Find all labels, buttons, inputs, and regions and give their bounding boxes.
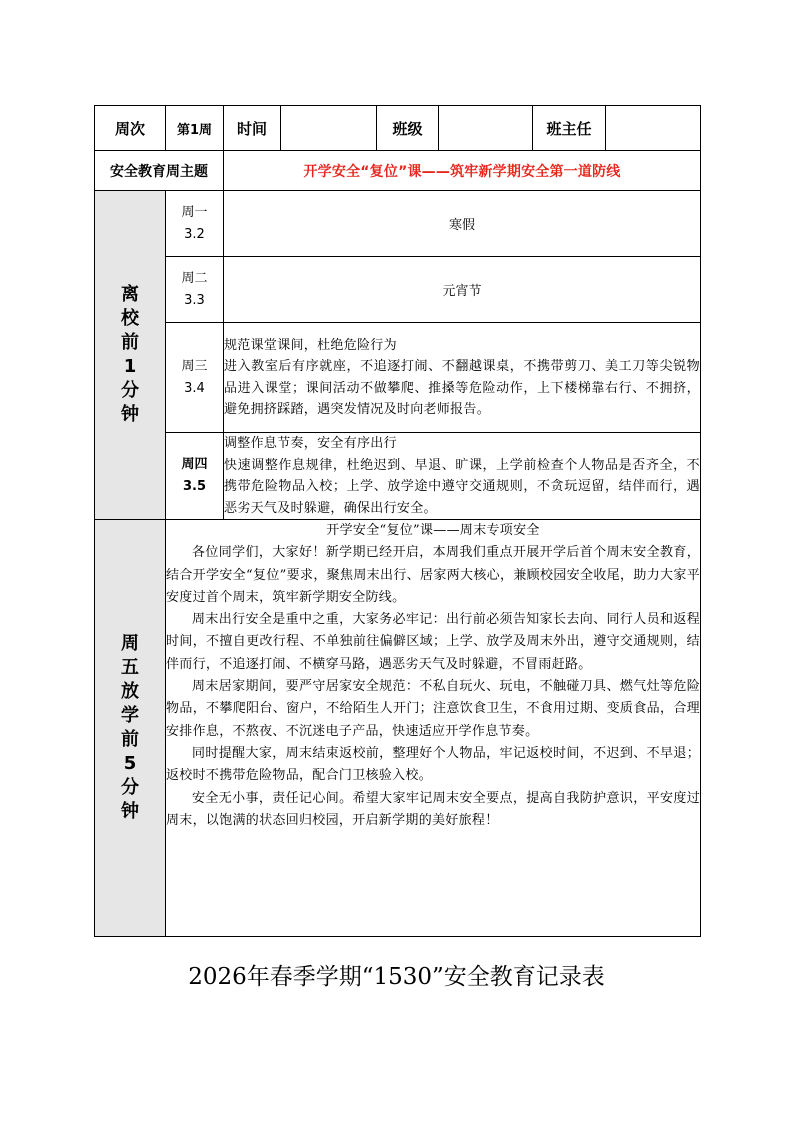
section1-title-char: 前	[121, 332, 139, 353]
theme-row	[95, 151, 701, 191]
day-row-wednesday	[95, 323, 701, 433]
speech-paragraph: 各位同学们，大家好！新学期已经开启，本周我们重点开展开学后首个周末安全教育，结合开学安全“复位”要求，聚焦周末出行、居家两大核心，兼顾校园安全收尾，助力大家平安度过首个周末，筑牢新学期安全防线。	[166, 545, 700, 605]
teacher-label: 班主任	[533, 106, 606, 151]
day-cell-thursday	[166, 433, 224, 520]
day-row-monday	[95, 191, 701, 257]
friday-speech-row	[95, 520, 701, 937]
day-row-tuesday	[95, 257, 701, 323]
day-date: 3.4	[184, 380, 205, 396]
plan-body: 快速调整作息规律，杜绝迟到、早退、旷课，上学前检查个人物品是否齐全，不携带危险物品入校；上学、放学途中遵守交通规则，不贪玩逗留，结伴而行，遇恶劣天气及时躲避，确保出行安全。	[224, 457, 700, 516]
time-label: 时间	[224, 106, 281, 151]
theme-label: 安全教育周主题	[95, 151, 224, 191]
section2-title-char: 放	[121, 681, 139, 702]
time-value	[281, 106, 377, 151]
class-label: 班级	[377, 106, 439, 151]
theme-text: 开学安全“复位”课——筑牢新学期安全第一道防线	[224, 151, 701, 191]
class-value	[439, 106, 533, 151]
section2-title-char: 五	[121, 657, 139, 678]
section-leave-school-title	[95, 191, 166, 520]
section2-title-char: 5	[123, 753, 137, 774]
week-value: 第1周	[166, 106, 224, 151]
day-content-wednesday	[224, 323, 701, 433]
plan-heading: 规范课堂课间，杜绝危险行为	[224, 337, 397, 353]
day-cell-wednesday	[166, 323, 224, 433]
speech-paragraph: 周末居家期间，要严守居家安全规范：不私自玩火、玩电，不触碰刀具、燃气灶等危险物品，不攀爬阳台、窗户，不给陌生人开门；注意饮食卫生，不食用过期、变质食品，合理安排作息，不熬夜、不沉迷电子产品，快速适应开学作息节奏。	[166, 679, 700, 739]
section1-title-char: 钟	[121, 404, 139, 425]
day-date: 3.2	[184, 226, 205, 242]
section2-title-char: 周	[121, 633, 139, 654]
day-name: 周二	[181, 270, 208, 286]
section2-title-char: 学	[121, 705, 139, 726]
section2-title-char: 前	[121, 729, 139, 750]
teacher-value	[606, 106, 701, 151]
day-content-monday: 寒假	[224, 191, 701, 257]
day-cell-tuesday	[166, 257, 224, 323]
section1-title-char: 离	[121, 284, 139, 305]
section2-title-char: 分	[121, 777, 139, 798]
section-friday-title	[95, 520, 166, 937]
day-date: 3.5	[182, 479, 207, 494]
plan-heading: 调整作息节奏，安全有序出行	[224, 436, 397, 451]
day-name: 周四	[181, 457, 208, 472]
speech-paragraph: 周末出行安全是重中之重，大家务必牢记：出行前必须告知家长去向、同行人员和返程时间，不擅自更改行程、不单独前往偏僻区域；上学、放学及周末外出，遵守交通规则，结伴而行，不追逐打闹、不横穿马路，遇恶劣天气及时躲避，不冒雨赶路。	[166, 612, 700, 672]
speech-paragraph: 安全无小事，责任记心间。希望大家牢记周末安全要点，提高自我防护意识，平安度过周末，以饱满的状态回归校园，开启新学期的美好旅程！	[166, 790, 700, 828]
section1-title-char: 1	[123, 356, 137, 377]
plan-body: 进入教室后有序就座，不追逐打闹、不翻越课桌，不携带剪刀、美工刀等尖锐物品进入课堂；课间活动不做攀爬、推搡等危险动作，上下楼梯靠右行、不拥挤，避免拥挤踩踏，遇突发情况及时向老师报告。	[224, 359, 700, 417]
day-name: 周三	[181, 358, 208, 374]
day-content-thursday	[224, 433, 701, 520]
safety-record-table	[94, 105, 701, 937]
section1-title-char: 校	[121, 308, 139, 329]
week-label: 周次	[95, 106, 166, 151]
day-content-tuesday: 元宵节	[224, 257, 701, 323]
day-cell-monday	[166, 191, 224, 257]
header-row	[95, 106, 701, 151]
section1-title-char: 分	[121, 380, 139, 401]
day-date: 3.3	[184, 292, 205, 308]
speech-title: 开学安全“复位”课——周末专项安全	[326, 523, 540, 538]
speech-paragraph: 同时提醒大家，周末结束返校前，整理好个人物品，牢记返校时间，不迟到、不早退；返校时不携带危险物品，配合门卫核验入校。	[166, 745, 700, 784]
section2-title-char: 钟	[121, 801, 139, 822]
day-name: 周一	[181, 204, 208, 220]
document-caption: 2026年春季学期“1530”安全教育记录表	[188, 964, 605, 990]
friday-speech	[166, 520, 701, 937]
day-row-thursday	[95, 433, 701, 520]
